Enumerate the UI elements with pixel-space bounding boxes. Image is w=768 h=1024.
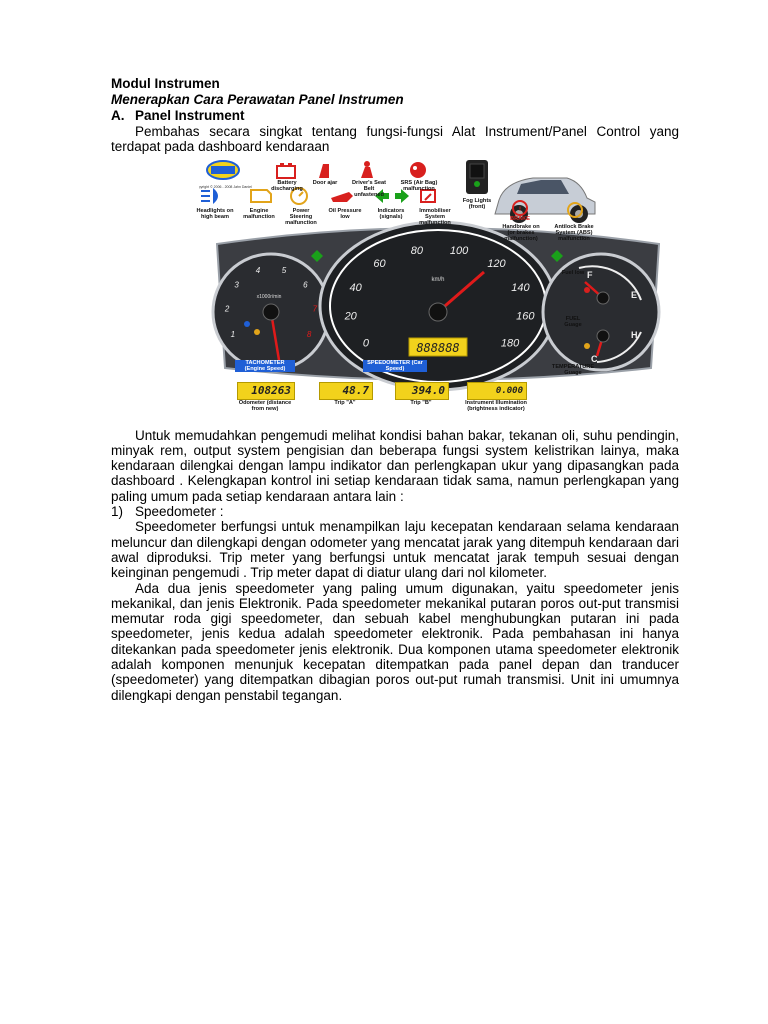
label-temp-gauge: TEMPERATURE Guage <box>551 363 595 376</box>
trip-b-display <box>395 382 449 400</box>
label-airbag: SRS (Air Bag) malfunction <box>400 179 438 192</box>
fuel-empty-mark: E <box>631 289 638 300</box>
label-fog: Fog Lights (front) <box>462 197 492 210</box>
list-item-label: Speedometer : <box>135 504 224 520</box>
tachometer-gauge <box>213 254 329 372</box>
label-brake-text: BRAKE <box>510 215 530 222</box>
label-indicators: Indicators (signals) <box>377 207 405 220</box>
logo-icon <box>207 161 239 179</box>
label-fuel-gauge: FUEL Guage <box>564 315 582 328</box>
airbag-icon <box>410 162 426 178</box>
trip-b-value: 394.0 <box>411 383 445 397</box>
rpm-tick-label: 8 <box>306 329 312 339</box>
speedometer-gauge <box>320 222 556 390</box>
label-powersteering: Power Steering malfunction <box>285 207 317 226</box>
speed-tick-label: 60 <box>373 257 386 270</box>
rpm-tick-label: 1 <box>230 329 236 339</box>
section-title: Panel Instrument <box>135 108 245 123</box>
document-title: Modul Instrumen <box>111 76 220 91</box>
door-ajar-icon <box>319 164 329 178</box>
label-illumination: Instrument Illumination (brightness indicator) <box>465 399 527 412</box>
illumination-value: 0.000 <box>495 385 523 396</box>
center-lcd-value: 888888 <box>416 340 460 355</box>
temp-cold-mark: C <box>591 353 598 364</box>
label-seatbelt: Driver's Seat Belt unfastened <box>352 179 386 198</box>
list-item-1 <box>111 504 679 519</box>
illumination-display <box>467 382 527 400</box>
section-heading <box>111 108 679 124</box>
trip-a-display <box>319 382 373 400</box>
rpm-tick-label: 2 <box>224 304 230 314</box>
speed-tick-label: 20 <box>344 310 357 323</box>
rpm-tick-label: 4 <box>255 265 261 275</box>
label-fuel-low: Fuel low <box>561 269 585 276</box>
label-speedometer: SPEEDOMETER (Car Speed) <box>363 360 427 372</box>
temp-hot-mark: H <box>631 329 638 340</box>
svg-text:Copyright © 2006 - 2008 Jahn D: Copyright © 2006 - 2008 Jahn Daniel <box>199 184 252 189</box>
label-immobiliser: Immobiliser System malfunction <box>419 207 451 226</box>
seat-belt-icon <box>361 161 373 178</box>
trip-a-value: 48.7 <box>342 383 369 397</box>
paragraph-1: Untuk memudahkan pengemudi melihat kondisi bahan bakar, tekanan oli, suhu pendingin, minyak rem, output system pengisian dan beberapa fungsi system kelistrikan lainya, maka kendaraan dilengkai dengan lampu indikator dan perlengkapan ukur yang dipasangkan pada dashboard . Kelengkapan kontrol ini setiap kendaraan tidak sama, namun perlengkapan yang paling umum pada setiap kendaraan antara lain : <box>111 427 679 504</box>
label-trip-a: Trip "A" <box>334 399 356 406</box>
speed-tick-label: 80 <box>410 244 424 257</box>
rpm-tick-label: 3 <box>234 280 239 290</box>
rpm-unit: x1000r/min <box>256 293 282 300</box>
paragraph-3: Ada dua jenis speedometer yang paling umum digunakan, yaitu speedometer jenis mekanikal, dan jenis Elektronik. Pada speedometer mekanikal putaran poros out-put transmisi memutar roda gigi speedometer, dan sebuah kabel menghubungkan putaran ini pada speedometer, jenis kedua adalah speedometer elektronik. Pada pembahasan ini hanya ditekankan pada speedometer jenis elektronik. Dua komponen utama speedometer elektronik adalah komponen menunjuk kecepatan ditempatkan pada panel depan dan tranducer (speedometer) yang ditempatkan dibagian poros out-put rumah transmisi. Unit ini umumnya dilengkapi dengan penstabil tegangan. <box>111 580 679 703</box>
speed-tick-label: 100 <box>449 244 469 257</box>
odometer-display <box>237 382 295 400</box>
high-beam-icon <box>201 188 218 204</box>
rpm-tick-label: 5 <box>281 265 287 275</box>
document-subtitle: Menerapkan Cara Perawatan Panel Instrumen <box>111 92 404 107</box>
speed-tick-label: 160 <box>516 310 535 323</box>
label-door: Door ajar <box>312 179 338 186</box>
label-odometer: Odometer (distance from new) <box>238 399 292 412</box>
label-abs: Antilock Brake System (ABS) malfunction <box>554 223 594 242</box>
label-handbrake: Handbrake on (or brakes malfunction) <box>502 223 540 242</box>
speed-unit: km/h <box>431 276 445 283</box>
label-oil: Oil Pressure low <box>328 207 362 220</box>
engine-malfunction-icon <box>251 190 271 202</box>
label-battery: Battery discharging <box>271 179 303 192</box>
rpm-tick-label: 7 <box>312 304 318 314</box>
label-tachometer: TACHOMETER (Engine Speed) <box>235 360 295 372</box>
svg-text:!: ! <box>519 206 521 213</box>
speed-tick-label: 180 <box>500 336 520 349</box>
rpm-tick-label: 6 <box>303 280 308 290</box>
label-highbeam: Headlights on high beam <box>196 207 234 220</box>
intro-paragraph: Pembahas secara singkat tentang fungsi-fungsi Alat Instrument/Panel Control yang terdapat pada dashboard kendaraan <box>111 124 679 155</box>
odometer-value: 108263 <box>251 383 291 397</box>
section-number: A. <box>111 108 125 123</box>
label-trip-b: Trip "B" <box>410 399 432 406</box>
fuel-full-mark: F <box>587 269 593 280</box>
speed-tick-label: 120 <box>487 257 506 270</box>
list-item-number: 1) <box>111 504 124 520</box>
speed-tick-label: 140 <box>511 281 530 294</box>
instrument-panel-figure <box>196 160 677 422</box>
battery-icon <box>277 163 295 178</box>
speed-tick-label: 0 <box>362 336 369 349</box>
label-engine: Engine malfunction <box>243 207 275 220</box>
fog-light-switch-icon <box>466 160 488 194</box>
document-page <box>111 76 679 703</box>
paragraph-2: Speedometer berfungsi untuk menampilkan laju kecepatan kendaraan selama kendaraan meluncur dan dilengkapi dengan odometer yang mencatat jarak yang ditempuh kendaraan dari awal diproduksi. Trip meter yang berfungsi untuk mencatat jarak tempuh sesuai dengan keinginan pengemudi . Trip meter dapat di diatur ulang dari nol kilometer. <box>111 519 679 581</box>
speed-tick-label: 40 <box>349 281 362 294</box>
